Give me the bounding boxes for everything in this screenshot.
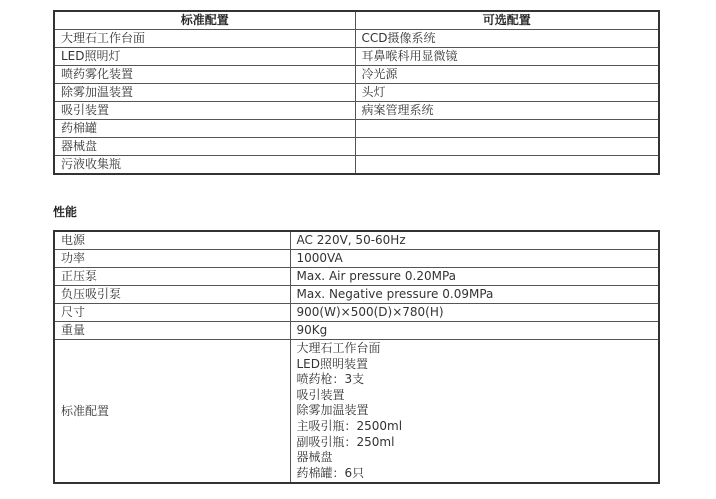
standard-equipment-item: 喷药枪：3支 <box>296 372 365 387</box>
standard-equipment-item: 主吸引瓶：2500ml <box>296 418 403 433</box>
config-row <box>54 48 659 66</box>
performance-label: 电源 <box>54 231 290 250</box>
optional-config-cell: CCD摄像系统 <box>355 30 659 48</box>
standard-config-cell: 污液收集瓶 <box>54 156 355 175</box>
config-row <box>54 102 659 120</box>
standard-equipment-item: 器械盘 <box>296 450 333 465</box>
optional-config-cell: 头灯 <box>355 84 659 102</box>
performance-value: AC 220V, 50-60Hz <box>290 231 659 250</box>
performance-row <box>54 322 659 340</box>
performance-value: 1000VA <box>290 250 659 268</box>
config-row <box>54 156 659 175</box>
performance-row <box>54 304 659 322</box>
performance-row <box>54 250 659 268</box>
optional-config-cell <box>355 138 659 156</box>
config-row <box>54 138 659 156</box>
standard-equipment-item: 副吸引瓶：250ml <box>296 434 395 449</box>
performance-value: 900(W)×500(D)×780(H) <box>290 304 659 322</box>
standard-config-cell: 大理石工作台面 <box>54 30 355 48</box>
performance-label: 正压泵 <box>54 268 290 286</box>
config-row <box>54 120 659 138</box>
standard-equipment-item: 药棉罐：6只 <box>296 465 365 480</box>
standard-config-cell: 吸引装置 <box>54 102 355 120</box>
standard-equipment-item: 除雾加温装置 <box>296 403 369 418</box>
performance-value: Max. Air pressure 0.20MPa <box>290 268 659 286</box>
performance-label: 功率 <box>54 250 290 268</box>
configuration-table <box>53 10 660 175</box>
performance-value: Max. Negative pressure 0.09MPa <box>290 286 659 304</box>
optional-config-cell <box>355 156 659 175</box>
standard-equipment-item: 大理石工作台面 <box>296 341 381 355</box>
standard-config-cell: 喷药雾化装置 <box>54 66 355 84</box>
performance-table <box>53 230 660 484</box>
config-row <box>54 66 659 84</box>
performance-label: 尺寸 <box>54 304 290 322</box>
config-row <box>54 30 659 48</box>
standard-equipment-list <box>290 340 659 484</box>
standard-equipment-row <box>54 340 659 484</box>
performance-row <box>54 268 659 286</box>
optional-config-cell: 耳鼻喉科用显微镜 <box>355 48 659 66</box>
config-header-row <box>54 11 659 30</box>
performance-label: 负压吸引泵 <box>54 286 290 304</box>
performance-heading: 性能 <box>53 205 78 219</box>
standard-equipment-item: 吸引装置 <box>296 387 345 402</box>
performance-row <box>54 286 659 304</box>
optional-config-cell <box>355 120 659 138</box>
standard-config-cell: 药棉罐 <box>54 120 355 138</box>
performance-row <box>54 231 659 250</box>
performance-value: 90Kg <box>290 322 659 340</box>
optional-config-cell: 冷光源 <box>355 66 659 84</box>
standard-config-header: 标准配置 <box>54 11 355 30</box>
optional-config-cell: 病案管理系统 <box>355 102 659 120</box>
standard-equipment-label: 标准配置 <box>54 340 290 484</box>
standard-config-cell: 除雾加温装置 <box>54 84 355 102</box>
config-row <box>54 84 659 102</box>
standard-config-cell: LED照明灯 <box>54 48 355 66</box>
performance-label: 重量 <box>54 322 290 340</box>
standard-config-cell: 器械盘 <box>54 138 355 156</box>
standard-equipment-item: LED照明装置 <box>296 356 369 371</box>
optional-config-header: 可选配置 <box>355 11 659 30</box>
